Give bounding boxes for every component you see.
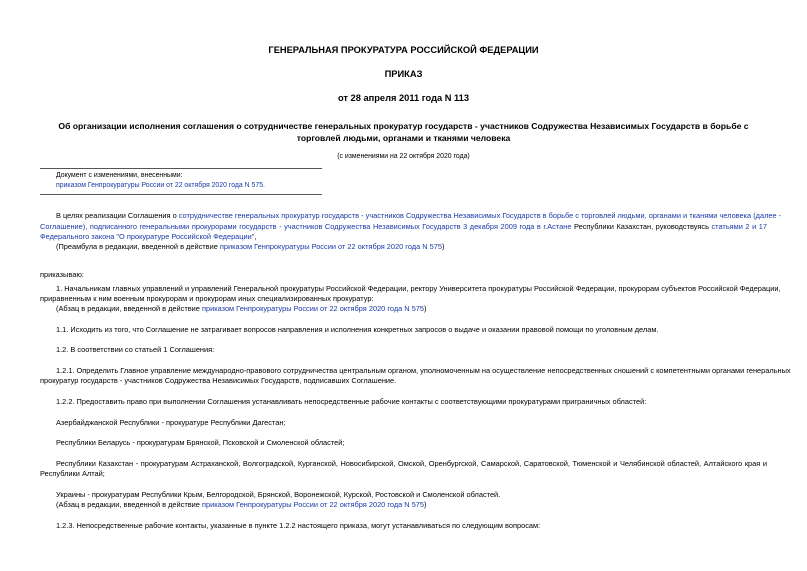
note-text: ) <box>424 500 427 509</box>
preamble-note <box>56 242 444 252</box>
org-heading: ГЕНЕРАЛЬНАЯ ПРОКУРАТУРА РОССИЙСКОЙ ФЕДЕРАЦИИ <box>268 45 539 55</box>
changes-label: Документ с изменениями, внесенными: <box>56 172 183 179</box>
preamble-line-2 <box>40 222 767 232</box>
p1-2-2: 1.2.2. Предоставить право при выполнении Соглашения устанавливать непосредственные рабочие контакты с соответствующими прокуратурами приграничных областей: <box>56 397 647 406</box>
agreement-link[interactable]: сотрудничестве генеральных прокуратур государств - участников Содружества Независимых Государств в борьбе с торговлей людьми, органами и тканями человека (далее - <box>178 211 782 220</box>
p1-line-2: приравненным к ним военным прокурорам и прокурорам иных специализированных прокуратур: <box>40 294 374 303</box>
p1-line-1: 1. Начальникам главных управлений и управлений Генеральной прокуратуры Российской Федерации, ректору Университета прокуратуры Российской Федерации, прокурорам субъектов Российской Федерации, <box>56 284 781 293</box>
amendment-link[interactable]: приказом Генпрокуратуры России от 22 октября 2020 года N 575 <box>201 500 425 509</box>
p1-2-1-line-1: 1.2.1. Определить Главное управление международно-правового сотрудничества центральным органом, уполномоченным на осуществление непосредственных сношений с компетентными органами генеральных <box>56 366 791 375</box>
kazakhstan-line-1: Республики Казахстан - прокуратурам Астраханской, Волгоградской, Курганской, Новосибирской, Омской, Оренбургской, Самарской, Саратовской, Тюменской и Челябинской областей, Алтайского края и <box>56 459 767 468</box>
order-word: приказываю: <box>40 270 84 279</box>
p1-2: 1.2. В соответствии со статьей 1 Соглашения: <box>56 345 215 354</box>
p1-1: 1.1. Исходить из того, что Соглашение не затрагивает вопросов направления и исполнения конкретных запросов о выдаче и оказании правовой помощи по уголовным делам. <box>56 325 659 334</box>
note-text: (Абзац в редакции, введенной в действие <box>56 304 202 313</box>
changes-link[interactable]: приказом Генпрокуратуры России от 22 октября 2020 года N 575. <box>56 182 265 189</box>
agreement-link-cont[interactable]: Соглашение), подписанного генеральными прокурорами государств - участников Содружества Независимых Государств 3 декабря 2009 года в г.Астане <box>40 222 572 231</box>
title-line-1: Об организации исполнения соглашения о сотрудничестве генеральных прокуратур государств - участников Содружества Независимых Государств в борьбе с <box>58 121 749 131</box>
p1-2-3: 1.2.3. Непосредственные рабочие контакты, указанные в пункте 1.2.2 настоящего приказа, могут устанавливаться по следующим вопросам: <box>56 521 541 530</box>
doc-type-heading: ПРИКАЗ <box>384 69 423 79</box>
title-line-2: торговлей людьми, органами и тканями человека <box>296 133 511 143</box>
preamble-line-1 <box>56 211 782 221</box>
preamble-text: , <box>254 232 257 241</box>
azerbaijan-item: Азербайджанской Республики - прокуратуре Республики Дагестан; <box>56 418 286 427</box>
preamble-text: Республики Казахстан, руководствуясь <box>571 222 712 231</box>
preamble-text: В целях реализации Соглашения о <box>56 211 179 220</box>
date-line: от 28 апреля 2011 года N 113 <box>337 93 470 103</box>
note-text: ) <box>424 304 427 313</box>
preamble-line-3 <box>40 232 256 242</box>
belarus-item: Республики Беларусь - прокуратурам Брянской, Псковской и Смоленской областей; <box>56 438 345 447</box>
articles-link[interactable]: статьями 2 и 17 <box>711 222 767 231</box>
amendment-link[interactable]: приказом Генпрокуратуры России от 22 октября 2020 года N 575 <box>219 242 442 251</box>
note-text: (Преамбула в редакции, введенной в действие <box>56 242 220 251</box>
bottom-divider <box>40 194 322 195</box>
law-link[interactable]: Федерального закона "О прокуратуре Российской Федерации" <box>40 232 255 241</box>
edition-note: (с изменениями на 22 октября 2020 года) <box>337 153 470 160</box>
note-text: (Абзац в редакции, введенной в действие <box>56 500 202 509</box>
ukraine-note <box>56 500 427 510</box>
p1-2-1-line-2: прокуратур государств - участников Содружества Независимых Государств, подписавших Соглашение. <box>40 376 397 385</box>
kazakhstan-line-2: Республики Алтай; <box>40 469 105 478</box>
note-text: ) <box>441 242 445 251</box>
top-divider <box>40 168 322 169</box>
amendment-link[interactable]: приказом Генпрокуратуры России от 22 октября 2020 года N 575 <box>201 304 425 313</box>
p1-note <box>56 304 427 314</box>
ukraine-item: Украины - прокуратурам Республики Крым, Белгородской, Брянской, Воронежской, Курской, Ростовской и Смоленской областей. <box>56 490 501 499</box>
